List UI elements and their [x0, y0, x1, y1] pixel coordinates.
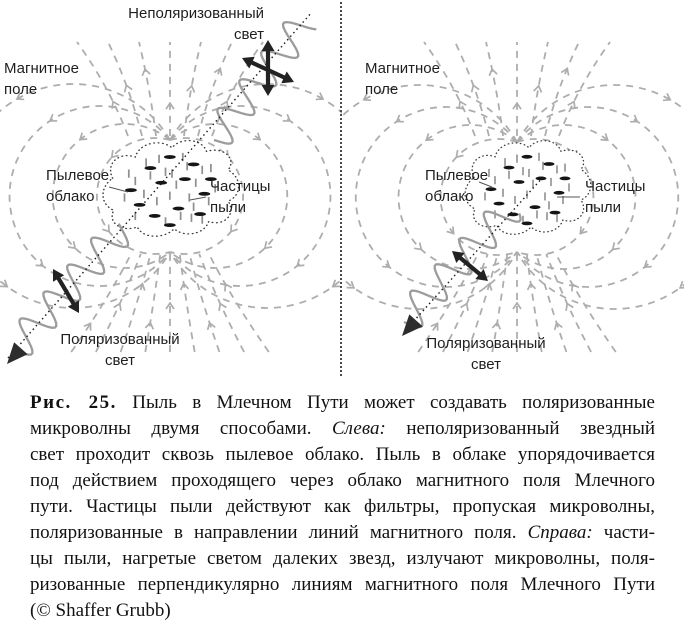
field-arrow-icon	[217, 302, 227, 311]
label-dust-particles-left	[210, 176, 270, 218]
label-polarized-light-right	[406, 333, 566, 375]
caption-text: цы пыли, нагретые светом далеких звезд, излучают микроволны, поля-	[30, 548, 655, 569]
field-arrow-icon	[569, 282, 579, 291]
left-diagram	[0, 0, 342, 380]
dust-particle	[198, 192, 210, 196]
label-unpolarized-light	[112, 3, 264, 45]
field-arrow-icon	[488, 68, 497, 75]
dust-particle	[134, 203, 146, 207]
field-arrow-icon	[461, 302, 471, 311]
dust-particle	[188, 162, 200, 166]
caption-text: под действием проходящего через облако магнитного поля Млечного	[30, 470, 655, 491]
caption-text: ризованные перпендикулярно линиям магнитного поля Млечного Пути	[30, 574, 655, 595]
arrowhead-icon	[262, 85, 275, 96]
label-line: свет	[104, 352, 135, 369]
label-line: облако	[46, 188, 95, 205]
caption-text: Справа:	[527, 522, 593, 543]
caption-line	[30, 546, 655, 572]
label-magnetic-field-right	[365, 58, 440, 100]
dust-particle	[504, 166, 515, 170]
field-arrow-icon	[114, 302, 124, 311]
caption-line	[30, 442, 655, 468]
caption-line	[30, 598, 655, 624]
label-line: Неполяризованный	[128, 5, 264, 22]
figure-caption	[30, 390, 655, 624]
dust-particle	[522, 222, 533, 226]
caption-text: свет проходит сквозь пылевое облако. Пыль в облаке упорядочивается	[30, 444, 655, 465]
caption-text: микроволны двумя способами.	[30, 418, 332, 439]
label-line: облако	[425, 188, 474, 205]
label-line: пыли	[585, 199, 622, 216]
dust-particle	[164, 155, 176, 159]
dust-particle	[544, 162, 555, 166]
label-line: пыли	[210, 199, 247, 216]
unpolarized-arrows	[242, 40, 294, 96]
caption-line	[30, 416, 655, 442]
label-line: поле	[4, 81, 38, 98]
caption-line	[30, 494, 655, 520]
dust-particle	[173, 207, 185, 211]
dust-particle	[164, 223, 176, 227]
dust-particle	[144, 166, 156, 170]
caption-text: Пыль в Млечном Пути может создавать поляризованные	[116, 392, 655, 413]
dust-particle	[530, 205, 541, 209]
right-diagram	[342, 0, 684, 380]
label-line: Пылевое	[425, 167, 489, 184]
caption-figure-number: Рис. 25.	[30, 392, 117, 413]
caption-text: (© Shaffer Grubb)	[30, 600, 171, 621]
caption-line	[30, 520, 655, 546]
caption-text: неполяризованный звездный	[385, 418, 656, 439]
label-line: Частицы	[585, 178, 646, 195]
field-arrow-icon	[123, 84, 133, 92]
label-line: Частицы	[210, 178, 271, 195]
dust-particle	[149, 214, 161, 218]
dust-particle	[536, 177, 547, 181]
caption-line	[30, 390, 655, 416]
label-dust-particles-right	[585, 176, 645, 218]
caption-text: поляризованные в направлении линий магнитного поля.	[30, 522, 528, 543]
label-line: поле	[365, 81, 399, 98]
field-arrow-icon	[564, 302, 574, 311]
arrowhead-icon	[7, 342, 28, 364]
dust-particle	[550, 211, 561, 215]
caption-line	[30, 468, 655, 494]
label-dust-cloud-left	[46, 165, 109, 207]
caption-line	[30, 572, 655, 598]
label-line: свет	[233, 26, 264, 43]
label-line: Магнитное	[4, 60, 79, 77]
field-arrow-icon	[141, 68, 150, 75]
caption-text: части-	[592, 522, 655, 543]
caption-text: Слева:	[332, 418, 386, 439]
dust-particle	[508, 213, 519, 217]
dust-particle	[179, 177, 191, 181]
label-dust-cloud-right	[425, 165, 488, 207]
label-polarized-light-left	[40, 329, 200, 371]
dust-particle	[514, 180, 525, 184]
label-line: Поляризованный	[60, 331, 180, 348]
label-line: Магнитное	[365, 60, 440, 77]
label-line: свет	[470, 356, 501, 373]
label-magnetic-field-left	[4, 58, 79, 100]
label-line: Пылевое	[46, 167, 110, 184]
polarization-arrow	[53, 269, 79, 313]
dust-particle	[194, 212, 206, 216]
caption-text: пути. Частицы пыли действуют как фильтры, пропуская микроволны,	[30, 496, 655, 517]
dust-particle	[494, 202, 505, 206]
dust-particle	[554, 191, 565, 195]
dust-particle	[522, 155, 533, 159]
field-arrow-icon	[470, 84, 480, 92]
label-line: Поляризованный	[426, 335, 546, 352]
dust-particle	[560, 177, 571, 181]
